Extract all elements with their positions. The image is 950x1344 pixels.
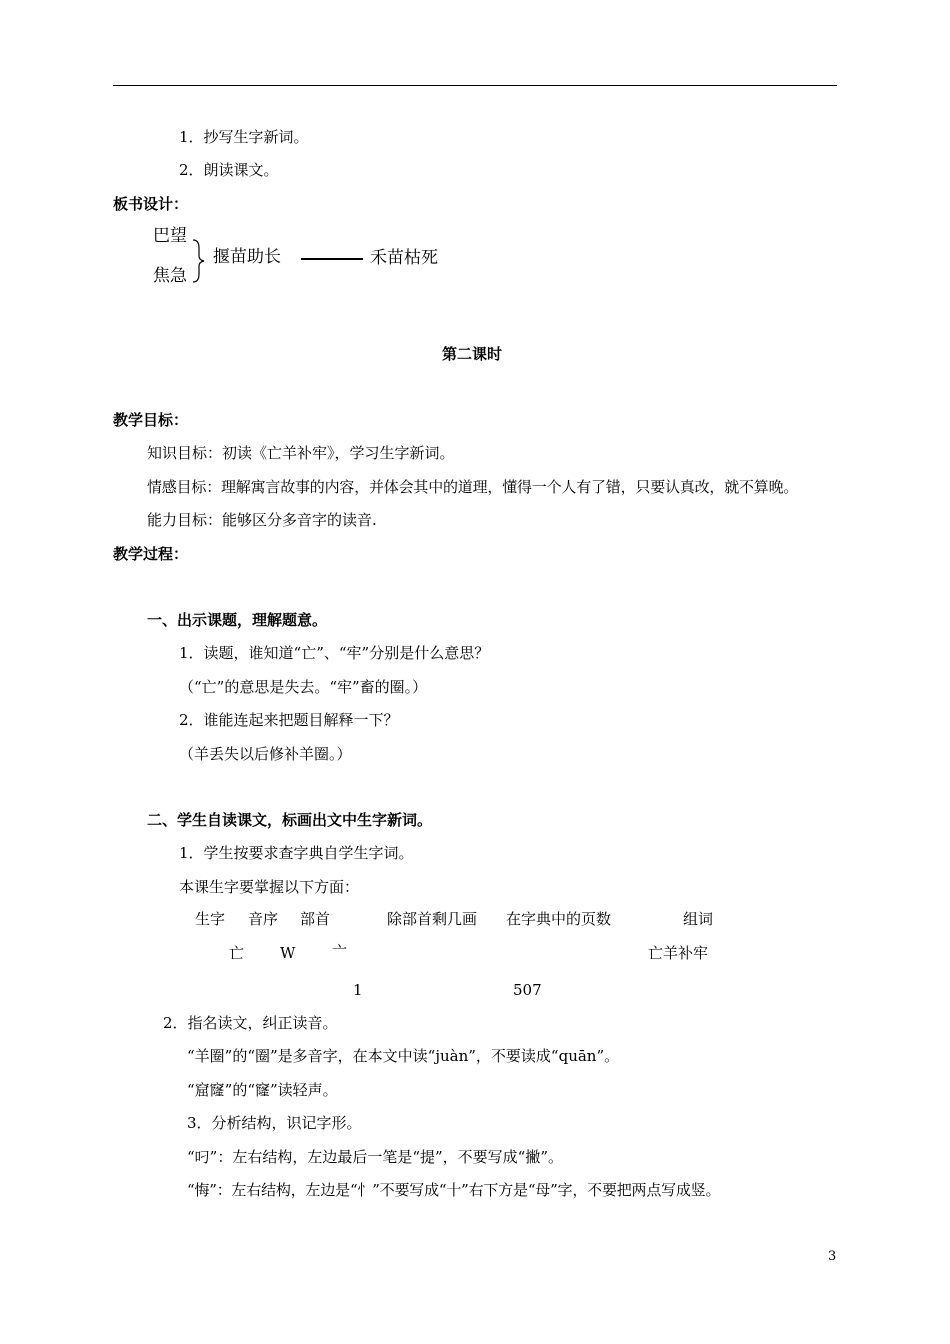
table-header: 音序 <box>248 910 279 928</box>
section2-line: 本课生字要掌握以下方面： <box>179 878 360 896</box>
section1-heading: 一、出示课题，理解题意。 <box>147 611 328 629</box>
table-header: 生字 <box>195 910 226 928</box>
board-dash <box>301 258 363 260</box>
list-item: 1．抄写生字新词。 <box>179 128 309 146</box>
table-cell-radical: 亠 <box>332 942 348 960</box>
goal-ability: 能力目标：能够区分多音字的读音. <box>147 511 377 529</box>
process-heading: 教学过程： <box>113 545 189 563</box>
table-cell-char: 亡 <box>229 944 245 962</box>
section1-line: （“亡”的意思是失去。“牢”畜的圈。） <box>179 678 428 696</box>
brace-icon <box>190 238 206 284</box>
board-middle: 揠苗助长 <box>213 247 281 267</box>
section1-line: （羊丢失以后修补羊圈。） <box>179 745 352 763</box>
list-item: 2．朗读课文。 <box>179 161 279 179</box>
board-left-bottom: 焦急 <box>153 266 187 286</box>
section1-line: 2．谁能连起来把题目解释一下？ <box>179 711 399 729</box>
goal-emotion: 情感目标：理解寓言故事的内容，并体会其中的道理，懂得一个人有了错，只要认真改，就不算晚。 <box>147 478 799 496</box>
section2-line: “叼”：左右结构，左边最后一笔是“提”，不要写成“撇”。 <box>187 1148 564 1166</box>
section2-line: “窟窿”的“窿”读轻声。 <box>187 1081 338 1099</box>
section2-line: 3．分析结构，识记字形。 <box>187 1114 362 1132</box>
section2-line: 2．指名读文，纠正读音。 <box>163 1014 338 1032</box>
table-header: 部首 <box>300 910 331 928</box>
board-right: 禾苗枯死 <box>370 248 438 268</box>
table-cell-strokes: 1 <box>353 981 363 999</box>
table-cell-page: 507 <box>513 981 542 999</box>
goal-knowledge: 知识目标：初读《亡羊补牢》，学习生字新词。 <box>147 444 455 462</box>
table-header: 除部首剩几画 <box>387 910 478 928</box>
header-rule <box>113 85 837 86</box>
section2-heading: 二、学生自读课文，标画出文中生字新词。 <box>147 811 433 829</box>
table-cell-order: W <box>280 944 296 962</box>
board-left-top: 巴望 <box>153 226 187 246</box>
board-heading: 板书设计： <box>113 195 189 213</box>
table-header: 在字典中的页数 <box>506 910 612 928</box>
goals-heading: 教学目标： <box>113 411 189 429</box>
lesson-title: 第二课时 <box>442 345 503 363</box>
table-cell-word: 亡羊补牢 <box>648 944 709 962</box>
section2-line: “悔”：左右结构，左边是“忄”不要写成“十”右下方是“母”字，不要把两点写成竖。 <box>187 1181 721 1199</box>
section2-line: “羊圈”的“圈”是多音字，在本文中读“juàn”，不要读成“quān”。 <box>187 1047 620 1065</box>
table-header: 组词 <box>683 910 714 928</box>
page-number: 3 <box>828 1249 837 1264</box>
section2-line: 1．学生按要求查字典自学生字词。 <box>179 844 414 862</box>
section1-line: 1．读题，谁知道“亡”、“牢”分别是什么意思？ <box>179 644 490 662</box>
